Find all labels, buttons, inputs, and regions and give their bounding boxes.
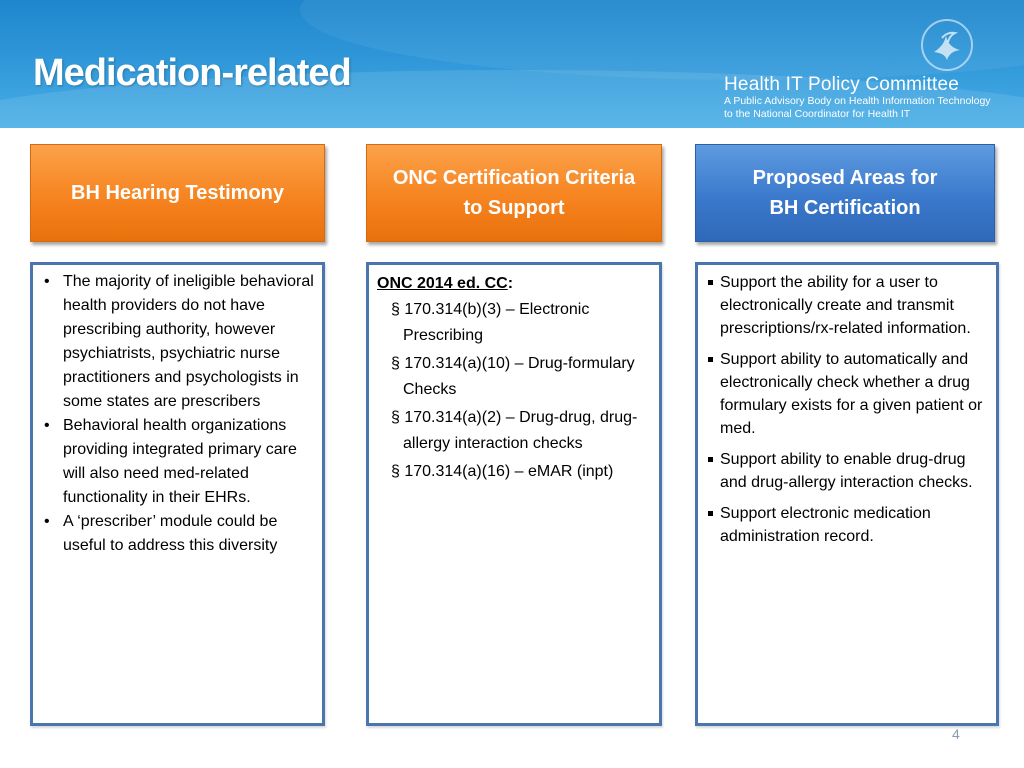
list-item-text: Support electronic medication administration record. [720, 505, 931, 545]
list-item [704, 348, 988, 440]
criterion-item: § 170.314(a)(10) – Drug-formulary Checks [391, 355, 635, 398]
onc-heading-colon: : [507, 275, 514, 292]
list-item-text: Support the ability for a user to electronically create and transmit prescriptions/rx-related information. [720, 274, 971, 337]
page-number: 4 [952, 726, 960, 742]
list-item [41, 510, 314, 558]
list-item [704, 502, 988, 548]
hhs-eagle-icon [920, 18, 974, 72]
square-bullet-icon [708, 357, 713, 362]
list-item-text: Support ability to automatically and electronically check whether a drug formulary exists for a given patient or med. [720, 351, 983, 437]
proposed-areas-box [695, 262, 999, 726]
bullet-dot: • [44, 417, 50, 434]
list-item-text: The majority of ineligible behavioral health providers do not have prescribing authority, however psychiatrists, psychiatric nurse practitioners and psychologists in some states are prescribers [63, 273, 314, 410]
onc-criteria-heading [377, 271, 651, 297]
banner-swoosh-top [300, 0, 1024, 80]
org-subtitle-line-2: to the National Coordinator for Health IT [724, 108, 911, 120]
bh-testimony-box [30, 262, 325, 726]
bh-testimony-list [33, 265, 322, 558]
square-bullet-icon [708, 280, 713, 285]
list-item-text: Behavioral health organizations providing integrated primary care will also need med-related functionality in their EHRs. [63, 417, 297, 506]
list-item [41, 270, 314, 414]
column-header-bh-testimony: BH Hearing Testimony [30, 144, 325, 242]
list-item-text: Support ability to enable drug-drug and drug-allergy interaction checks. [720, 451, 973, 491]
list-item-text: A ‘prescriber’ module could be useful to address this diversity [63, 513, 278, 554]
list-item [704, 271, 988, 340]
criterion-item: § 170.314(b)(3) – Electronic Prescribing [391, 301, 590, 344]
square-bullet-icon [708, 457, 713, 462]
criterion-item: § 170.314(a)(16) – eMAR (inpt) [391, 463, 614, 480]
bullet-dot: • [44, 513, 50, 530]
slide-title: Medication-related [33, 52, 351, 94]
list-item [704, 448, 988, 494]
org-name: Health IT Policy Committee [724, 74, 960, 95]
square-bullet-icon [708, 511, 713, 516]
criterion-item: § 170.314(a)(2) – Drug-drug, drug-allergy interaction checks [391, 409, 638, 452]
onc-criteria-box [366, 262, 662, 726]
org-subtitle [724, 95, 1024, 121]
onc-criteria-content [369, 265, 659, 485]
bullet-dot: • [44, 273, 50, 290]
column-header-proposed-areas: Proposed Areas for BH Certification [695, 144, 995, 242]
onc-edition-label: ONC 2014 ed. CC [377, 275, 508, 292]
column-header-onc-criteria: ONC Certification Criteria to Support [366, 144, 662, 242]
list-item [41, 414, 314, 510]
proposed-areas-list [698, 265, 996, 548]
org-subtitle-line-1: A Public Advisory Body on Health Information Technology [724, 95, 991, 107]
